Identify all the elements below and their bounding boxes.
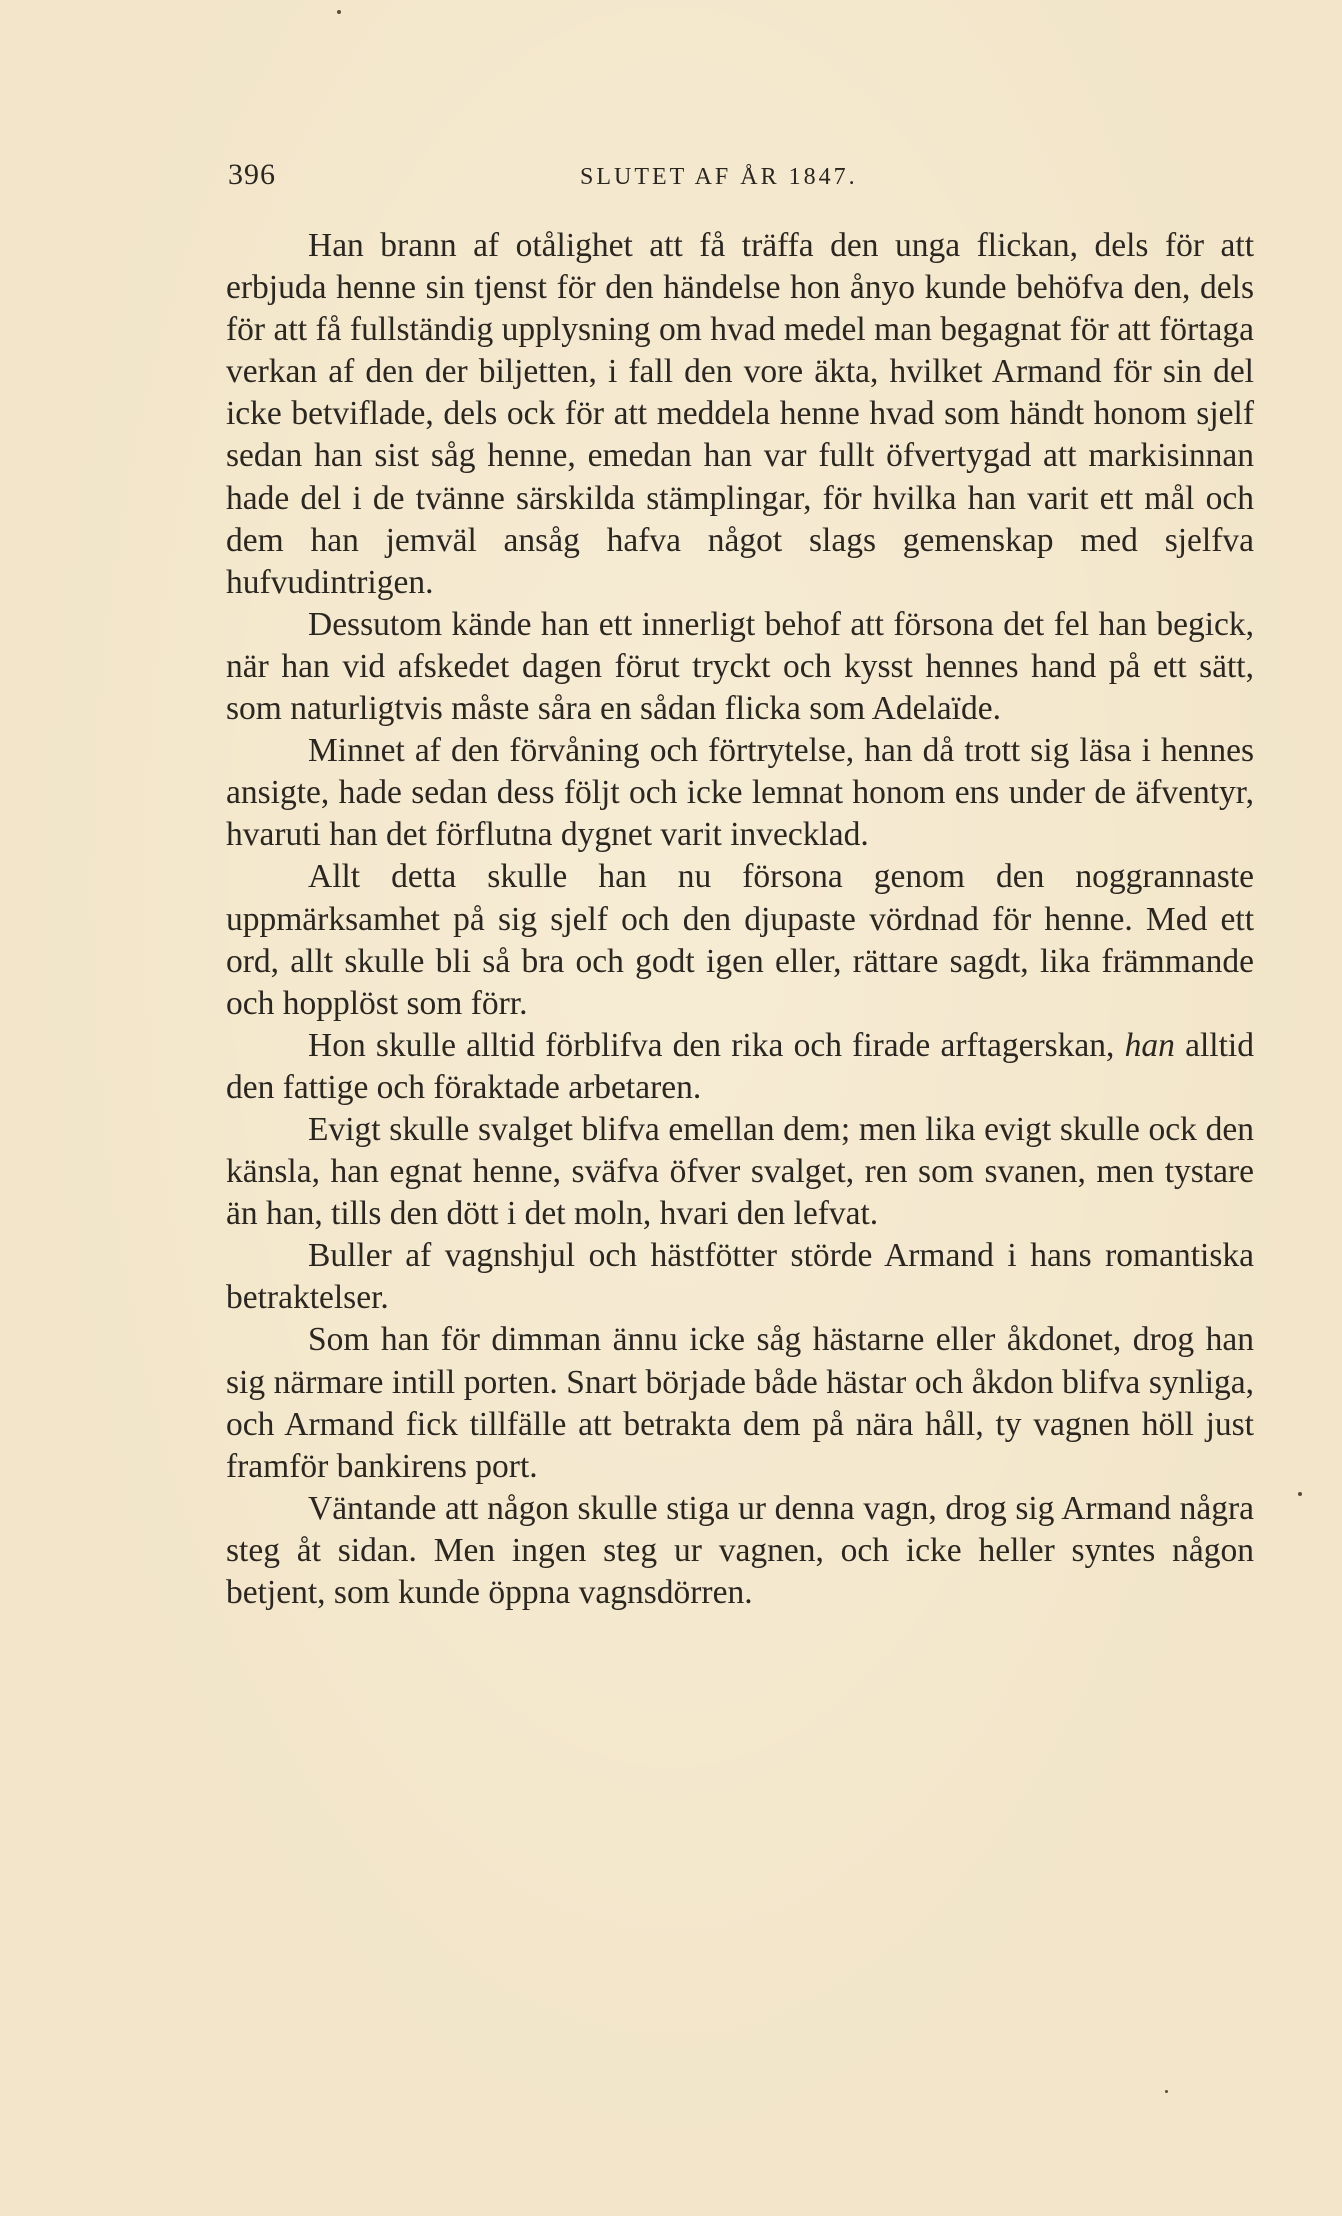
page-number: 396 bbox=[228, 158, 276, 191]
paragraph: Allt detta skulle han nu försona genom den noggrannaste uppmärksamhet på sig sjelf och den djupaste vördnad för henne. Med ett ord, allt skulle bli så bra och godt igen eller, rättare sagdt, lika främmande och hopplöst som förr. bbox=[226, 858, 1254, 1022]
paragraph: Buller af vagnshjul och hästfötter störde Armand i hans romantiska betraktelser. bbox=[226, 1237, 1254, 1317]
emphasized-word: han bbox=[1124, 1026, 1175, 1064]
body-text bbox=[226, 225, 1254, 1614]
ink-speck bbox=[1298, 1492, 1302, 1496]
paragraph: Dessutom kände han ett innerligt behof att försona det fel han begick, när han vid afskedet dagen förut tryckt och kysst hennes hand på ett sätt, som naturligtvis måste såra en sådan flicka som Adelaïde. bbox=[226, 605, 1254, 728]
paragraph: Som han för dimman ännu icke såg hästarne eller åkdonet, drog han sig närmare intill porten. Snart började både hästar och åkdon blifva synliga, och Armand fick tillfälle att betrakta dem på nära håll, ty vagnen höll just framför bankirens port. bbox=[226, 1321, 1254, 1485]
page-header bbox=[228, 158, 1260, 198]
ink-speck bbox=[337, 10, 341, 14]
paragraph: Evigt skulle svalget blifva emellan dem; men lika evigt skulle ock den känsla, han egnat henne, sväfva öfver svalget, ren som svanen, men tystare än han, tills den dött i det moln, hvari den lefvat. bbox=[226, 1110, 1254, 1233]
paragraph-text: alltid den fattige och föraktade arbetaren. bbox=[226, 1026, 1254, 1106]
paragraph: Han brann af otålighet att få träffa den unga flickan, dels för att erbjuda henne sin tjenst för den händelse hon ånyo kunde behöfva den, dels för att få fullständig upplysning om hvad medel man begagnat för att förtaga verkan af den der biljetten, i fall den vore äkta, hvilket Armand för sin del icke betviflade, dels ock för att meddela henne hvad som händt honom sjelf sedan han sist såg henne, emedan han var fullt öfvertygad att markisinnan hade del i de tvänne särskilda stämplingar, för hvilka han varit ett mål och dem han jemväl ansåg hafva något slags gemenskap med sjelfva hufvudintrigen. bbox=[226, 227, 1254, 601]
paragraph-text: Hon skulle alltid förblifva den rika och firade arftagerskan, bbox=[308, 1026, 1125, 1064]
paragraph: Väntande att någon skulle stiga ur denna vagn, drog sig Armand några steg åt sidan. Men ingen steg ur vagnen, och icke heller syntes någon betjent, som kunde öppna vagnsdörren. bbox=[226, 1489, 1254, 1611]
running-head: SLUTET AF ÅR 1847. bbox=[580, 164, 858, 190]
paragraph-with-emphasis bbox=[226, 1025, 1254, 1109]
ink-speck bbox=[1165, 2090, 1168, 2093]
paragraph: Minnet af den förvåning och förtrytelse, han då trott sig läsa i hennes ansigte, hade sedan dess följt och icke lemnat honom ens under de äfventyr, hvaruti han det förflutna dygnet varit invecklad. bbox=[226, 732, 1254, 854]
